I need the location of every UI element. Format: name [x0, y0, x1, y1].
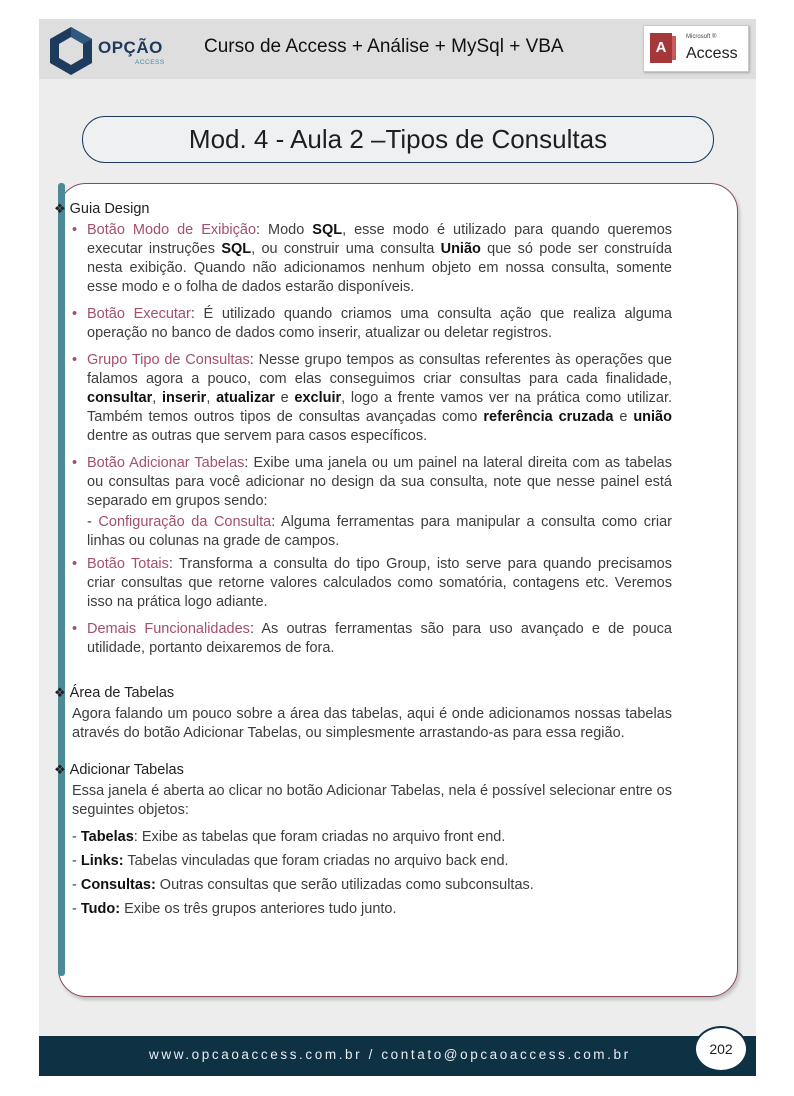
- list-item: • Demais Funcionalidades: As outras ferramentas são para uso avançado e de pouca utilidade, portanto deixaremos de fora.: [72, 621, 672, 656]
- bullet-icon: •: [72, 621, 78, 637]
- bullet-icon: •: [72, 352, 78, 368]
- list-item: • Grupo Tipo de Consultas: Nesse grupo tempos as consultas referentes às operações que falamos agora a pouco, com elas conseguimos criar consultas para cada finalidade, consultar, inserir, atualizar e excluir, logo a frente vamos ver na prática como utilizar. Também temos outros tipos de consultas avançadas como referência cruzada e união dentre as outras que servem para casos específicos.: [72, 352, 673, 444]
- list-item: • Botão Executar: É utilizado quando criamos uma consulta ação que realiza alguma operação no banco de dados como inserir, atualizar ou deletar registros.: [72, 306, 672, 341]
- content-text: [54, 199, 672, 919]
- paragraph: Essa janela é aberta ao clicar no botão Adicionar Tabelas, nela é possível selecionar entre os seguintes objetos:: [72, 783, 672, 818]
- microsoft-access-badge: [643, 25, 749, 72]
- section-heading: ❖ Adicionar Tabelas: [54, 762, 184, 778]
- design-items-list: [54, 221, 672, 511]
- diamond-bullet-icon: ❖: [54, 685, 66, 700]
- object-line: - Tudo: Exibe os três grupos anteriores tudo junto.: [72, 901, 397, 917]
- bullet-icon: •: [72, 556, 78, 572]
- list-item: • Botão Modo de Exibição: Modo SQL, esse modo é utilizado para quando queremos executar instruções SQL, ou construir uma consulta União que só pode ser construída nesta exibição. Quando não adicionamos nenhum objeto em nossa consulta, somente esse modo e o folha de dados estarão disponíveis.: [72, 222, 673, 295]
- access-badge-vendor: Microsoft ®: [686, 34, 717, 40]
- page-header: [39, 19, 756, 79]
- paragraph: Agora falando um pouco sobre a área das tabelas, aqui é onde adicionamos nossas tabelas através do botão Adicionar Tabelas, ou simplesmente arrastando-as para essa região.: [72, 706, 672, 741]
- access-badge-name: Access: [686, 45, 738, 62]
- bullet-icon: •: [72, 222, 78, 238]
- page-footer: [39, 1036, 756, 1076]
- hexagon-logo-icon: [47, 25, 95, 77]
- footer-contact: www.opcaoaccess.com.br / contato@opcaoaccess.com.br: [149, 1047, 631, 1062]
- diamond-bullet-icon: ❖: [54, 762, 66, 777]
- section-heading: ❖ Guia Design: [54, 201, 150, 217]
- logo-subtext: ACCESS: [135, 59, 165, 66]
- list-item: • Botão Adicionar Tabelas: Exibe uma janela ou um painel na lateral direita com as tabelas ou consultas para você adicionar no design da sua consulta, note que nesse painel está separado em grupos sendo:: [72, 455, 672, 509]
- sub-item: - Configuração da Consulta: Alguma ferramentas para manipular a consulta como criar linhas ou colunas na grade de campos.: [87, 514, 672, 549]
- object-line: - Consultas: Outras consultas que serão utilizadas como subconsultas.: [72, 877, 534, 893]
- design-items-list-continued: [54, 555, 672, 658]
- list-item: • Botão Totais: Transforma a consulta do tipo Group, isto serve para quando precisamos criar consultas que retorne valores calculados como somatória, contagens etc. Veremos isso na prática logo adiante.: [72, 556, 672, 610]
- diamond-bullet-icon: ❖: [54, 201, 66, 216]
- page-number: 202: [694, 1026, 748, 1072]
- lesson-title: Mod. 4 - Aula 2 –Tipos de Consultas: [82, 116, 714, 163]
- access-app-icon: A: [650, 33, 672, 63]
- bullet-icon: •: [72, 455, 78, 471]
- logo-text: OPÇÃO: [98, 38, 163, 57]
- object-line: - Links: Tabelas vinculadas que foram criadas no arquivo back end.: [72, 853, 509, 869]
- opcao-access-logo: [47, 25, 177, 77]
- section-heading: ❖ Área de Tabelas: [54, 685, 175, 701]
- bullet-icon: •: [72, 306, 78, 322]
- object-line: - Tabelas: Exibe as tabelas que foram criadas no arquivo front end.: [72, 829, 506, 845]
- course-title: Curso de Access + Análise + MySql + VBA: [204, 36, 564, 57]
